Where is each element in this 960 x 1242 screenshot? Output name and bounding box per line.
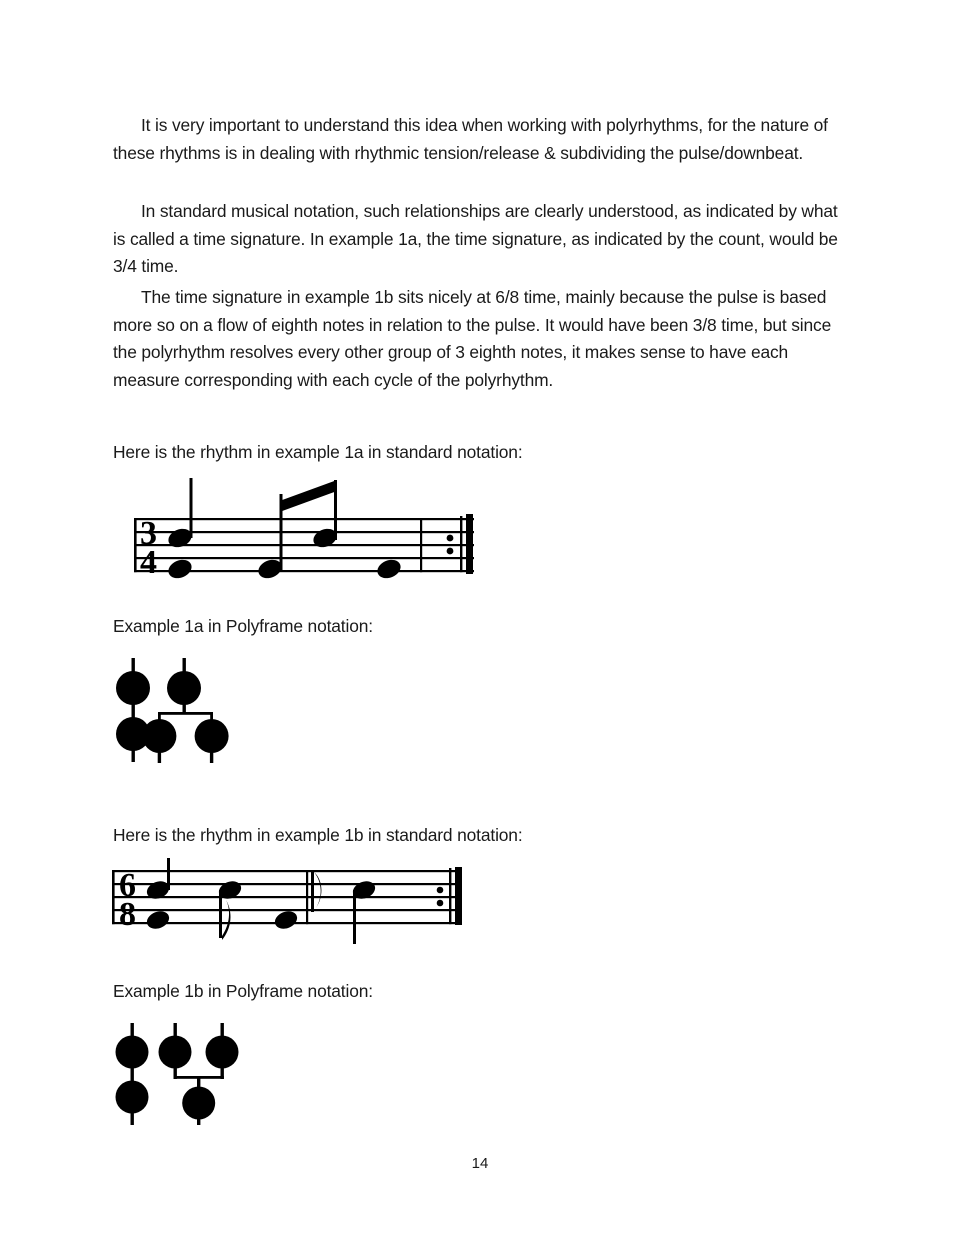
staff-example-1a <box>112 478 482 588</box>
caption-staff-1a: Here is the rhythm in example 1a in standard notation: <box>113 442 523 462</box>
stem-col2-mid <box>197 1076 200 1087</box>
time-signature-6-8 <box>119 867 136 933</box>
barline-end-thin <box>449 868 451 924</box>
time-signature-3-4 <box>140 515 157 581</box>
flag-down-1 <box>222 900 231 940</box>
caption-polyframe-1b: Example 1b in Polyframe notation: <box>113 981 373 1001</box>
note-upper-1 <box>144 858 171 902</box>
note-upper-3 <box>311 872 321 912</box>
branch-bar-1a <box>158 712 213 715</box>
barline-middle <box>420 518 422 572</box>
note-lower-2 <box>272 908 299 932</box>
dot-col2-upper-left <box>159 1036 192 1069</box>
note-lower-1 <box>144 908 171 932</box>
stem-col1-top <box>131 1023 134 1036</box>
barline-start <box>112 870 115 924</box>
paragraph-3-text: The time signature in example 1b sits nicely at 6/8 time, mainly because the pulse is based more so on a flow of eighth notes in relation to the pulse. It would have been 3/8 time, but since the polyrhythm resolves every other group of 3 eighth notes, it makes sense to have each measure corresponding with each cycle of the polyrhythm. <box>113 287 832 390</box>
polyframe-example-1b <box>112 1023 262 1125</box>
dot-col2-upper <box>167 671 201 705</box>
barline-start <box>134 518 137 572</box>
dot-col1-upper <box>116 671 150 705</box>
caption-polyframe-1a: Example 1a in Polyframe notation: <box>113 616 373 636</box>
barline-end-thick <box>466 514 473 574</box>
svg-text:6: 6 <box>119 867 136 904</box>
dot-col1-upper <box>116 1036 149 1069</box>
stem-col1-bottom <box>131 1111 134 1125</box>
svg-text:3: 3 <box>140 515 157 552</box>
paragraph-3 <box>113 284 843 394</box>
stem-col1-bottom <box>132 748 135 762</box>
stem-col2-lower-right <box>210 750 213 763</box>
barline-end-thick <box>455 867 462 925</box>
svg-text:4: 4 <box>140 544 157 581</box>
svg-text:8: 8 <box>119 896 136 933</box>
stem-col2-bottom <box>197 1117 200 1125</box>
flag-down-2 <box>314 872 321 908</box>
dot-col2-upper-right <box>206 1036 239 1069</box>
dot-col1-lower <box>116 1081 149 1114</box>
paragraph-2-text: In standard musical notation, such relationships are clearly understood, as indicated by what is called a time signature. In example 1a, the time signature, as indicated by the count, would be 3/4 time. <box>113 201 838 276</box>
paragraph-2 <box>113 198 843 281</box>
stem-col2-upper-right-top <box>221 1023 224 1036</box>
polyframe-example-1a <box>112 658 262 763</box>
paragraph-1 <box>113 112 843 167</box>
stem-col1-top <box>132 658 135 672</box>
beam-1a <box>280 480 338 512</box>
dot-col2-lower-right <box>195 719 229 753</box>
dot-col2-lower <box>182 1087 215 1120</box>
barline-middle <box>306 870 308 924</box>
barline-end-thin <box>460 516 462 572</box>
dot-col2-lower-left <box>142 719 176 753</box>
stem-col1-mid <box>131 1066 134 1083</box>
paragraph-1-text: It is very important to understand this idea when working with polyrhythms, for the nature of these rhythms is in dealing with rhythmic tension/release & subdividing the pulse/downbeat. <box>113 115 828 163</box>
note-upper-1 <box>166 478 195 550</box>
stem-col2-top <box>183 658 186 672</box>
stem-col2-upper-left-top <box>174 1023 177 1036</box>
page-number: 14 <box>471 1155 489 1172</box>
stem-col2-lower-left <box>158 750 161 763</box>
caption-staff-1b: Here is the rhythm in example 1b in standard notation: <box>113 825 523 845</box>
staff-example-1b <box>110 858 470 950</box>
note-lower-1 <box>166 557 195 582</box>
note-lower-3 <box>375 557 404 582</box>
